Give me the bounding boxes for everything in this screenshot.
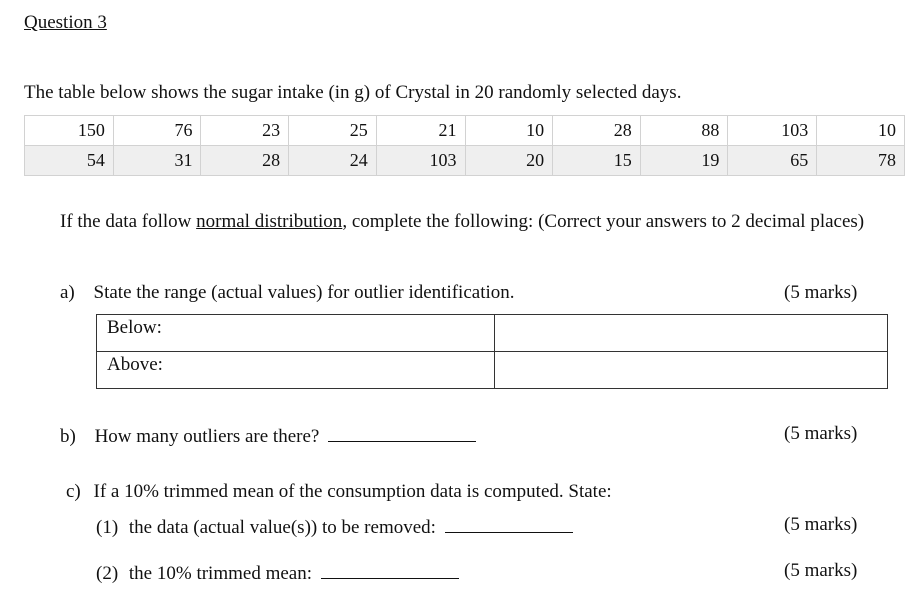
- table-cell: 28: [201, 146, 289, 176]
- range-row-below: [97, 315, 888, 352]
- instruction-suffix: , complete the following: (Correct your answers to 2 decimal places): [342, 211, 865, 232]
- table-cell: 19: [640, 146, 728, 176]
- part-a-text: State the range (actual values) for outlier identification.: [93, 282, 515, 303]
- outlier-range-table: [96, 314, 888, 389]
- table-cell: 88: [640, 116, 728, 146]
- table-cell: 10: [817, 116, 905, 146]
- part-c-sub2-marks: (5 marks): [784, 560, 858, 581]
- above-label: Above:: [97, 352, 495, 389]
- instruction-text: [60, 211, 864, 233]
- table-cell: 15: [553, 146, 641, 176]
- part-b-text: How many outliers are there?: [94, 426, 320, 447]
- range-row-above: [97, 352, 888, 389]
- part-a-marks: (5 marks): [784, 282, 858, 303]
- sugar-intake-table: [24, 115, 905, 176]
- part-c-sub1: [96, 514, 573, 539]
- table-cell: 10: [465, 116, 553, 146]
- table-cell: 54: [25, 146, 114, 176]
- table-cell: 24: [289, 146, 377, 176]
- table-cell: 28: [553, 116, 641, 146]
- below-label: Below:: [97, 315, 495, 352]
- part-b-letter: b): [60, 426, 76, 447]
- part-a-question: [60, 282, 515, 304]
- table-cell: 65: [728, 146, 817, 176]
- part-c-sub2-answer-blank[interactable]: [321, 560, 459, 579]
- table-cell: 20: [465, 146, 553, 176]
- table-cell: 78: [817, 146, 905, 176]
- table-row: [25, 116, 905, 146]
- table-cell: 103: [376, 146, 465, 176]
- part-c-sub2-text: the 10% trimmed mean:: [128, 563, 312, 584]
- part-a-letter: a): [60, 282, 75, 303]
- part-c-sub1-marks: (5 marks): [784, 514, 858, 535]
- table-cell: 31: [113, 146, 201, 176]
- part-c-sub1-num: (1): [96, 517, 119, 538]
- part-b-marks: (5 marks): [784, 423, 858, 444]
- table-cell: 25: [289, 116, 377, 146]
- table-cell: 76: [113, 116, 201, 146]
- table-cell: 150: [25, 116, 114, 146]
- part-c-sub2: [96, 560, 459, 585]
- part-c-text: If a 10% trimmed mean of the consumption data is computed. State:: [93, 481, 612, 502]
- instruction-prefix: If the data follow: [60, 211, 197, 232]
- table-row: [25, 146, 905, 176]
- part-c-sub1-answer-blank[interactable]: [445, 514, 573, 533]
- table-cell: 103: [728, 116, 817, 146]
- below-answer-cell[interactable]: [495, 315, 888, 352]
- part-c-letter: c): [66, 481, 81, 502]
- part-c-sub2-num: (2): [96, 563, 119, 584]
- part-b-answer-blank[interactable]: [328, 423, 476, 442]
- intro-text: The table below shows the sugar intake (in g) of Crystal in 20 randomly selected days.: [24, 82, 682, 103]
- instruction-underlined: normal distribution: [196, 211, 343, 232]
- above-answer-cell[interactable]: [495, 352, 888, 389]
- part-b-question: [60, 423, 476, 448]
- part-c-sub1-text: the data (actual value(s)) to be removed:: [128, 517, 436, 538]
- question-heading: Question 3: [24, 12, 107, 33]
- part-c-question: [66, 481, 612, 503]
- table-cell: 21: [376, 116, 465, 146]
- table-cell: 23: [201, 116, 289, 146]
